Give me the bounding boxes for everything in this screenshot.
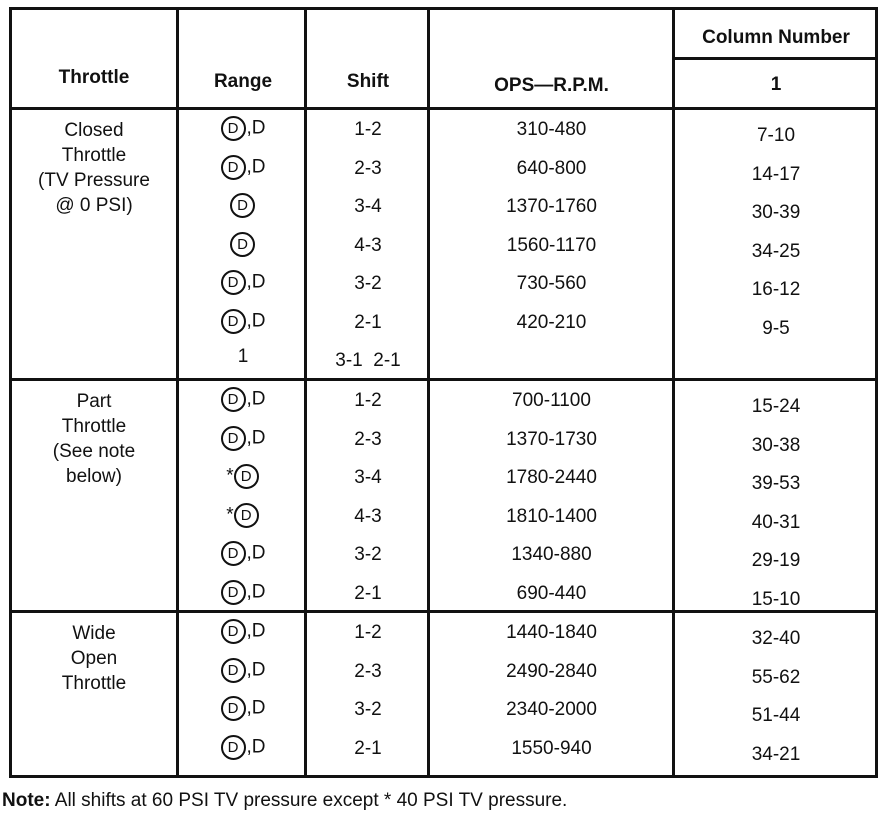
range-suffix: ,D <box>246 620 266 642</box>
range-suffix: ,D <box>246 388 266 410</box>
shift-cell: 3-2 <box>354 699 382 720</box>
circled-d-icon: D <box>221 658 246 683</box>
range-suffix: ,D <box>246 736 266 758</box>
shift-cell: 3-4 <box>354 196 382 217</box>
header-range: Range <box>213 71 273 92</box>
shift-cell: 2-1 <box>354 737 382 759</box>
circled-d-icon: D <box>221 580 246 605</box>
group-divider <box>9 610 878 613</box>
shift-cell: 3-2 <box>354 273 382 294</box>
column-1-cell: 32-40 <box>751 628 801 649</box>
circled-d-icon: D <box>230 193 255 218</box>
rpm-cell: 730-560 <box>516 273 587 294</box>
header-shift: Shift <box>346 71 390 92</box>
rpm-cell: 420-210 <box>516 311 587 333</box>
header-ops-rpm: OPS—R.P.M. <box>494 75 609 96</box>
note-text: All shifts at 60 PSI TV pressure except * 40 PSI TV pressure. <box>50 790 568 811</box>
circled-d-icon: D <box>234 464 259 489</box>
shift-cell: 1-2 <box>354 119 382 140</box>
throttle-label-line: Throttle <box>61 673 127 694</box>
range-suffix: ,D <box>246 271 266 293</box>
throttle-label-line: Closed <box>64 120 124 141</box>
shift-cell: 4-3 <box>354 505 382 527</box>
range-cell <box>181 309 305 334</box>
circled-d-icon: D <box>221 426 246 451</box>
shift-cell: 4-3 <box>354 234 382 256</box>
shift-cell: 2-1 <box>354 582 382 604</box>
rpm-cell: 1560-1170 <box>506 234 597 256</box>
rpm-cell: 700-1100 <box>512 390 591 411</box>
range-suffix: ,D <box>246 427 266 449</box>
rpm-cell: 2340-2000 <box>506 699 597 720</box>
circled-d-icon: D <box>221 270 246 295</box>
column-1-cell: 9-5 <box>762 317 790 339</box>
column-1-cell: 40-31 <box>751 511 801 533</box>
throttle-label-line: Open <box>70 648 118 669</box>
rpm-cell: 2490-2840 <box>506 660 597 682</box>
throttle-label-line: Throttle <box>61 145 127 166</box>
range-suffix: ,D <box>246 697 266 719</box>
column-1-cell: 51-44 <box>751 705 801 726</box>
column-1-cell: 15-24 <box>751 396 801 417</box>
col-divider <box>176 8 179 778</box>
range-cell <box>181 193 305 218</box>
rpm-cell: 1810-1400 <box>506 505 597 527</box>
circled-d-icon: D <box>221 619 246 644</box>
range-suffix: ,D <box>246 581 266 603</box>
header-column-number: Column Number <box>702 27 850 48</box>
header-throttle: Throttle <box>58 67 130 88</box>
shift-cell: 1-2 <box>354 622 382 643</box>
range-cell <box>181 270 305 295</box>
throttle-label-line: below) <box>66 466 122 487</box>
column-1-cell: 39-53 <box>751 473 801 494</box>
range-cell <box>181 387 305 412</box>
throttle-group-label <box>12 621 176 696</box>
circled-d-icon: D <box>221 541 246 566</box>
column-1-cell: 16-12 <box>751 279 801 300</box>
throttle-label-line: (See note <box>52 441 136 462</box>
rpm-cell: 1370-1760 <box>506 196 597 217</box>
throttle-group-label <box>12 389 176 489</box>
shift-cell: 2-3 <box>354 157 382 179</box>
range-cell <box>181 464 305 489</box>
circled-d-icon: D <box>221 116 246 141</box>
range-suffix: ,D <box>246 542 266 564</box>
range-cell <box>181 619 305 644</box>
header-divider <box>672 57 878 60</box>
range-cell <box>181 232 305 257</box>
circled-d-icon: D <box>221 309 246 334</box>
shift-cell: 2-3 <box>354 428 382 450</box>
shift-cell: 1-2 <box>354 390 382 411</box>
range-cell <box>181 658 305 683</box>
rpm-cell: 1780-2440 <box>506 467 597 488</box>
column-1-cell: 29-19 <box>751 550 801 571</box>
column-1-cell: 34-21 <box>751 743 801 765</box>
rpm-cell: 690-440 <box>516 582 587 604</box>
rpm-cell: 640-800 <box>516 157 587 179</box>
column-1-cell: 34-25 <box>751 240 801 262</box>
circled-d-icon: D <box>230 232 255 257</box>
circled-d-icon: D <box>221 696 246 721</box>
star-mark: * <box>226 504 234 526</box>
throttle-label-line: Throttle <box>61 416 127 437</box>
range-suffix: ,D <box>246 156 266 178</box>
header-column-1: 1 <box>770 74 782 95</box>
range-cell <box>181 347 305 367</box>
shift-cell: 3-4 <box>354 467 382 488</box>
range-cell <box>181 503 305 528</box>
circled-d-icon: D <box>221 387 246 412</box>
range-suffix: ,D <box>246 659 266 681</box>
range-cell <box>181 541 305 566</box>
column-1-cell: 30-38 <box>751 434 801 456</box>
shift-cell: 2-3 <box>354 660 382 682</box>
column-1-cell: 30-39 <box>751 202 801 223</box>
shift-cell: 3-1 2-1 <box>335 350 401 371</box>
range-cell <box>181 696 305 721</box>
rpm-cell: 1340-880 <box>511 544 592 565</box>
circled-d-icon: D <box>221 155 246 180</box>
star-mark: * <box>226 465 234 487</box>
group-divider <box>9 378 878 381</box>
circled-d-icon: D <box>234 503 259 528</box>
column-1-cell: 14-17 <box>751 163 801 185</box>
shift-cell: 3-2 <box>354 544 382 565</box>
range-cell <box>181 116 305 141</box>
range-value: 1 <box>237 346 249 367</box>
footnote <box>2 790 567 812</box>
throttle-label-line: Wide <box>72 623 116 644</box>
rpm-cell: 1440-1840 <box>506 622 597 643</box>
range-suffix: ,D <box>246 117 266 139</box>
circled-d-icon: D <box>221 735 246 760</box>
range-cell <box>181 580 305 605</box>
throttle-group-label <box>12 118 176 218</box>
rpm-cell: 310-480 <box>516 119 587 140</box>
throttle-label-line: Part <box>76 391 112 412</box>
header-bottom-rule <box>9 107 878 110</box>
rpm-cell: 1550-940 <box>511 737 592 759</box>
range-suffix: ,D <box>246 310 266 332</box>
range-cell <box>181 426 305 451</box>
column-1-cell: 7-10 <box>756 125 796 146</box>
range-cell <box>181 155 305 180</box>
column-1-cell: 15-10 <box>751 588 801 610</box>
note-label: Note: <box>2 790 51 811</box>
column-1-cell: 55-62 <box>751 666 801 688</box>
range-cell <box>181 735 305 760</box>
shift-cell: 2-1 <box>354 311 382 333</box>
throttle-label-line: (TV Pressure <box>38 170 150 191</box>
throttle-label-line: @ 0 PSI) <box>55 195 133 216</box>
rpm-cell: 1370-1730 <box>506 428 597 450</box>
